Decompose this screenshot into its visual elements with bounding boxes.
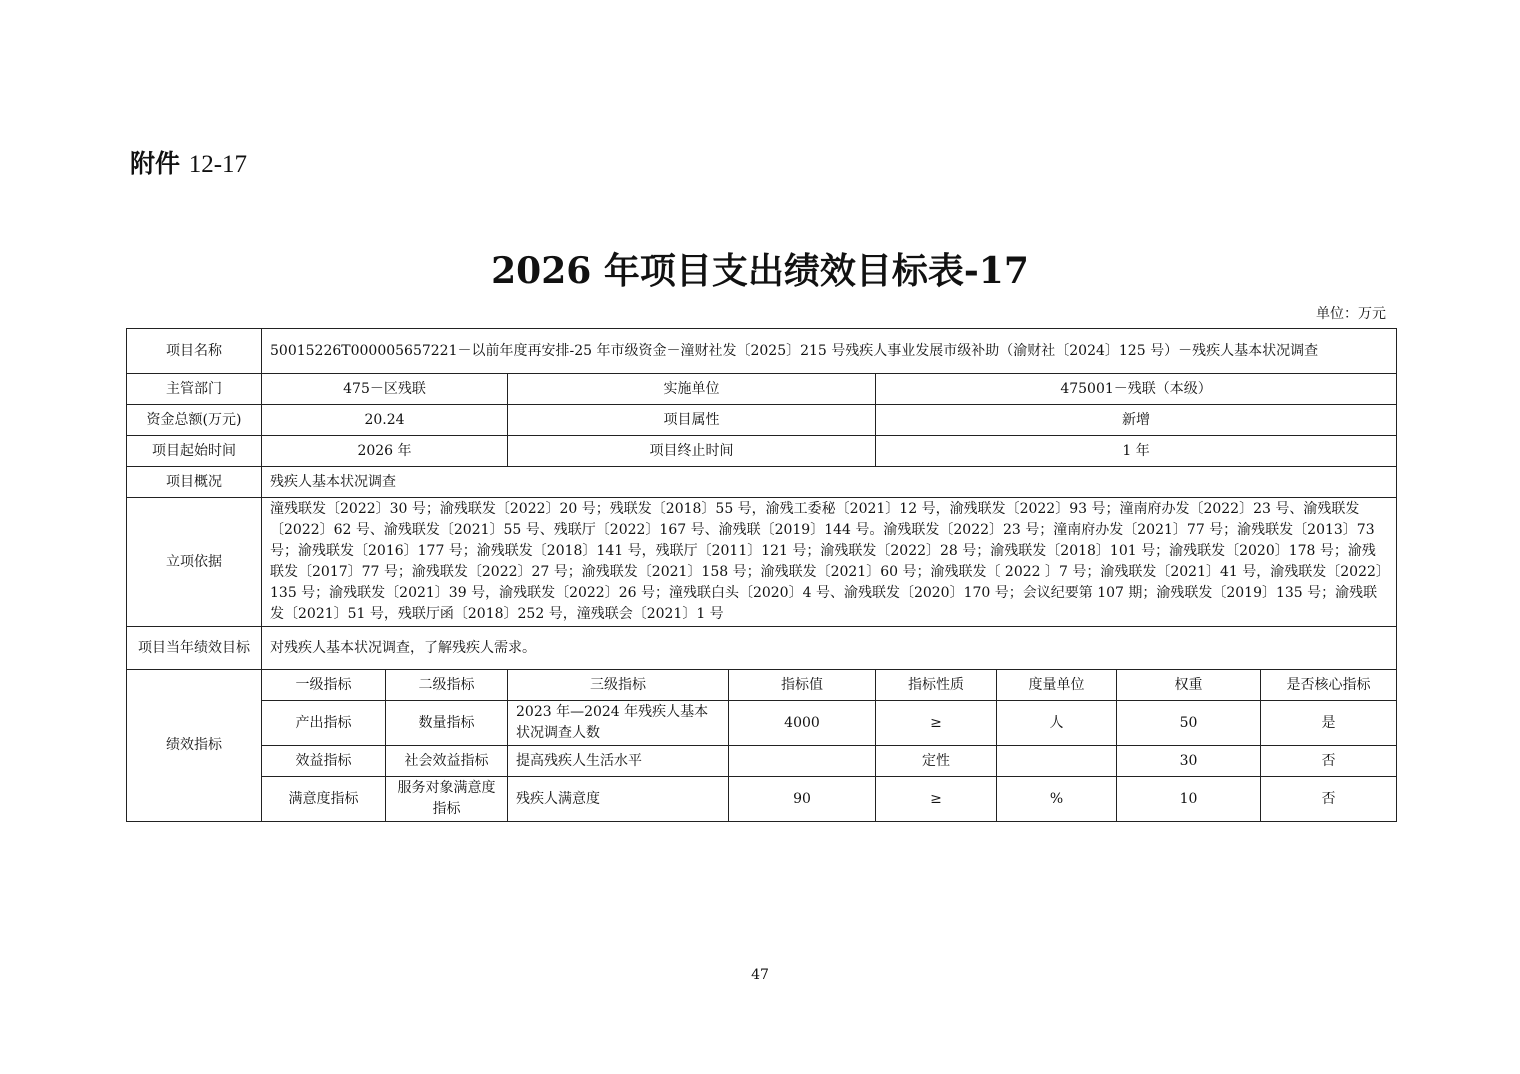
perf-header-cell: 指标值	[729, 670, 876, 701]
basis-value: 潼残联发〔2022〕30 号；渝残联发〔2022〕20 号；残联发〔2018〕55 号，渝残工委秘〔2021〕12 号，渝残联发〔2022〕93 号；潼南府办发〔2022〕23 号、渝残联发〔2022〕62 号、渝残联发〔2021〕55 号、残联厅〔2022〕167 号、渝残联〔2019〕144 号。渝残联发〔2022〕23 号；潼南府办发〔2021〕77 号；渝残联发〔2013〕73 号；渝残联发〔2016〕177 号；渝残联发〔2018〕141 号，残联厅〔2011〕121 号；渝残联发〔2022〕28 号；渝残联发〔2018〕101 号；渝残联发〔2020〕178 号；渝残联发〔2017〕77 号；渝残联发〔2022〕27 号；渝残联发〔2021〕158 号；渝残联发〔2021〕60 号；渝残联发〔 2022 〕7 号；渝残联发〔2021〕41 号，渝残联发〔2022〕135 号；渝残联发〔2021〕39 号，渝残联发〔2022〕26 号；潼残联白头〔2020〕4 号、渝残联发〔2020〕170 号；会议纪要第 107 期；渝残联发〔2019〕135 号；渝残联发〔2021〕51 号，残联厅函〔2018〕252 号，潼残联会〔2021〕1 号	[262, 498, 1397, 627]
perf-row	[127, 746, 1397, 777]
perf-cell: 4000	[729, 701, 876, 746]
perf-cell: 90	[729, 777, 876, 822]
perf-cell: 提高残疾人生活水平	[508, 746, 729, 777]
row-basis	[127, 498, 1397, 627]
end-value: 1 年	[876, 436, 1397, 467]
perf-cell	[729, 746, 876, 777]
start-value: 2026 年	[262, 436, 508, 467]
perf-cell: 否	[1261, 777, 1397, 822]
impl-value: 475001－残联（本级）	[876, 374, 1397, 405]
performance-target-table	[126, 328, 1397, 822]
perf-header-cell: 指标性质	[876, 670, 997, 701]
perf-row	[127, 701, 1397, 746]
page-number: 47	[751, 967, 769, 983]
row-overview	[127, 467, 1397, 498]
page-title: 2026 年项目支出绩效目标表-17	[491, 250, 1029, 292]
perf-label: 绩效指标	[127, 670, 262, 822]
perf-cell: 30	[1117, 746, 1261, 777]
perf-header-cell: 三级指标	[508, 670, 729, 701]
goal-value: 对残疾人基本状况调查，了解残疾人需求。	[262, 627, 1397, 670]
perf-cell: 10	[1117, 777, 1261, 822]
perf-header-cell: 度量单位	[997, 670, 1117, 701]
goal-label: 项目当年绩效目标	[127, 627, 262, 670]
perf-header-cell: 权重	[1117, 670, 1261, 701]
perf-cell: 社会效益指标	[386, 746, 508, 777]
end-label: 项目终止时间	[508, 436, 876, 467]
perf-cell: 产出指标	[262, 701, 386, 746]
basis-label: 立项依据	[127, 498, 262, 627]
project-name-label: 项目名称	[127, 329, 262, 374]
row-annual-goal	[127, 627, 1397, 670]
start-label: 项目起始时间	[127, 436, 262, 467]
perf-cell: 效益指标	[262, 746, 386, 777]
perf-cell: 否	[1261, 746, 1397, 777]
row-department	[127, 374, 1397, 405]
perf-cell: 2023 年—2024 年残疾人基本状况调查人数	[508, 701, 729, 746]
perf-cell	[997, 746, 1117, 777]
impl-label: 实施单位	[508, 374, 876, 405]
perf-cell: 数量指标	[386, 701, 508, 746]
dept-value: 475－区残联	[262, 374, 508, 405]
perf-cell: 残疾人满意度	[508, 777, 729, 822]
attachment-number: 12-17	[188, 151, 248, 178]
project-name-value: 50015226T000005657221－以前年度再安排-25 年市级资金－潼财社发〔2025〕215 号残疾人事业发展市级补助（渝财社〔2024〕125 号）－残疾人基本状况调查	[262, 329, 1397, 374]
fund-value: 20.24	[262, 405, 508, 436]
perf-header-cell: 是否核心指标	[1261, 670, 1397, 701]
perf-cell: 服务对象满意度指标	[386, 777, 508, 822]
perf-cell: 50	[1117, 701, 1261, 746]
perf-cell: %	[997, 777, 1117, 822]
attr-value: 新增	[876, 405, 1397, 436]
dept-label: 主管部门	[127, 374, 262, 405]
perf-cell: ≥	[876, 777, 997, 822]
attachment-heading	[130, 144, 247, 180]
row-project-name	[127, 329, 1397, 374]
perf-cell: ≥	[876, 701, 997, 746]
perf-row	[127, 777, 1397, 822]
perf-header-cell: 二级指标	[386, 670, 508, 701]
perf-cell: 定性	[876, 746, 997, 777]
overview-value: 残疾人基本状况调查	[262, 467, 1397, 498]
perf-cell: 满意度指标	[262, 777, 386, 822]
perf-header-cell: 一级指标	[262, 670, 386, 701]
row-fund	[127, 405, 1397, 436]
attachment-label: 附件	[130, 149, 181, 178]
perf-header-row	[127, 670, 1397, 701]
unit-label: 单位：万元	[1316, 306, 1386, 322]
overview-label: 项目概况	[127, 467, 262, 498]
row-timing	[127, 436, 1397, 467]
perf-cell: 人	[997, 701, 1117, 746]
attr-label: 项目属性	[508, 405, 876, 436]
perf-cell: 是	[1261, 701, 1397, 746]
fund-label: 资金总额(万元)	[127, 405, 262, 436]
